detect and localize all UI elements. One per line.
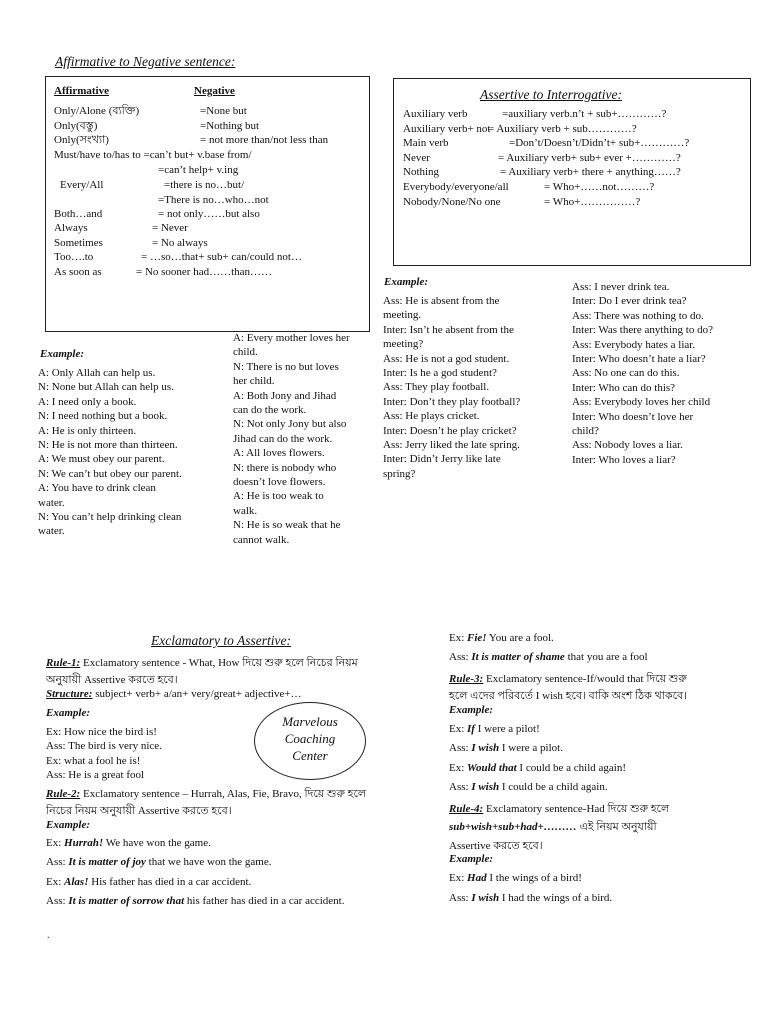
- example-prefix: Ex:: [449, 632, 468, 644]
- oval-line-2: Coaching: [284, 731, 336, 746]
- ass-int-title: Assertive to Interrogative:: [480, 87, 622, 102]
- aff-example-line: A: We must obey our parent.: [38, 453, 165, 466]
- aff-example-line: N: Not only Jony but also: [233, 418, 347, 431]
- int-example-line: Ass: I never drink tea.: [572, 281, 670, 293]
- aff-example-line: water.: [38, 496, 65, 509]
- aff-row-affirmative: Only(সংখ্যা): [54, 134, 109, 146]
- aff-example-line: A: You have to drink clean: [38, 482, 156, 495]
- rule3-text2: হলে এদের পরিবর্তে I wish হবে। বাকি অংশ ঠিক থাকবে।: [449, 690, 688, 702]
- excl-example-label-4: Example:: [449, 853, 493, 865]
- aff-row-negative: = Never: [152, 222, 188, 234]
- int-row-left: Nobody/None/No one: [403, 195, 501, 208]
- aff-example-line: Jihad can do the work.: [233, 432, 333, 445]
- int-example-line: spring?: [383, 467, 416, 480]
- int-row-right: =auxiliary verb.n’t + sub+…………?: [502, 108, 667, 120]
- rule1-label: Rule-1:: [46, 657, 81, 669]
- int-example-line: Inter: Who can do this?: [572, 381, 676, 394]
- excl-example-label-2: Example:: [46, 819, 90, 831]
- int-example-line: Ass: Nobody loves a liar.: [572, 439, 683, 452]
- excl-example-line: [46, 837, 211, 849]
- excl-example-line: [449, 723, 540, 735]
- aff-row-affirmative: Only(বস্তু): [54, 120, 98, 132]
- aff-row-affirmative: Every/All: [60, 179, 104, 191]
- excl-example-line: [449, 742, 563, 754]
- int-example-line: child?: [572, 425, 599, 438]
- int-row-left: Auxiliary verb: [403, 108, 468, 120]
- example-prefix: Ass:: [46, 895, 69, 907]
- aff-row-affirmative: Both…and: [54, 208, 103, 220]
- int-example-line: Ass: He is absent from the: [383, 295, 500, 307]
- aff-example-line: child.: [233, 346, 258, 359]
- int-example-line: Inter: Who doesn’t hate a liar?: [572, 353, 706, 366]
- marvelous-coaching-oval: [254, 702, 366, 780]
- example-prefix: Ass:: [449, 742, 472, 754]
- example-prefix: Ex:: [449, 762, 468, 774]
- aff-neg-title: Affirmative to Negative sentence:: [55, 54, 236, 69]
- aff-example-line: her child.: [233, 375, 275, 388]
- example-keyword: It is matter of joy: [68, 856, 146, 868]
- aff-examples-right: [233, 331, 378, 547]
- int-example-line: Inter: Was there anything to do?: [572, 324, 713, 337]
- rule4-formula: sub+wish+sub+had+………: [449, 821, 577, 833]
- int-example-line: Inter: Doesn’t he play cricket?: [383, 424, 517, 437]
- example-keyword: Hurrah!: [64, 837, 104, 849]
- rule2-text: Exclamatory sentence – Hurrah, Alas, Fie, Bravo, দিয়ে শুরু হলে: [80, 788, 367, 800]
- structure-line: [46, 688, 302, 700]
- int-example-line: Ass: There was nothing to do.: [572, 309, 704, 322]
- excl-example-line: [449, 632, 554, 644]
- excl-example-line: Ex: How nice the bird is!: [46, 726, 157, 738]
- aff-example-line: can do the work.: [233, 404, 307, 417]
- rule4-text3: Assertive করতে হবে।: [449, 840, 543, 852]
- aff-example-line: N: He is so weak that he: [233, 519, 341, 532]
- example-keyword: Fie!: [467, 632, 487, 644]
- int-row-right: = Auxiliary verb+ sub+ ever +…………?: [498, 151, 681, 164]
- int-example-line: Inter: Didn’t Jerry like late: [383, 453, 501, 466]
- aff-example-line: doesn’t love flowers.: [233, 476, 326, 489]
- int-example-label: Example:: [384, 276, 428, 288]
- aff-example-line: N: there is nobody who: [233, 461, 337, 474]
- example-rest: His father has died in a car accident.: [88, 876, 252, 888]
- aff-example-line: walk.: [233, 504, 258, 517]
- rule1-text: Exclamatory sentence - What, How দিয়ে শুরু হলে নিচের নিয়ম: [80, 657, 358, 669]
- aff-row-affirmative: Only/Alone (ব্যক্তি): [54, 105, 140, 117]
- excl-example-line: [449, 892, 612, 904]
- aff-example-label: Example:: [40, 348, 84, 360]
- int-example-line: Ass: Everybody hates a liar.: [572, 338, 696, 351]
- int-row-left: Nothing: [403, 166, 440, 179]
- aff-example-line: A: Every mother loves her: [233, 332, 350, 344]
- excl-example-line: Ex: what a fool he is!: [46, 754, 141, 767]
- int-example-line: Inter: Don’t they play football?: [383, 395, 521, 408]
- aff-row-negative: =There is no…who…not: [158, 194, 269, 206]
- example-keyword: Had: [467, 872, 487, 884]
- rule3-text: Exclamatory sentence-If/would that দিয়ে শুরু: [483, 673, 687, 685]
- aff-example-line: N: None but Allah can help us.: [38, 381, 174, 394]
- col-affirmative: Affirmative: [54, 85, 109, 97]
- rule4-label: Rule-4:: [449, 803, 484, 815]
- int-example-line: Inter: Who loves a liar?: [572, 453, 676, 466]
- excl-example-line: [449, 781, 608, 793]
- aff-row-negative: = No always: [152, 237, 208, 249]
- int-row-right: = Auxiliary verb + sub…………?: [488, 122, 637, 135]
- int-example-line: Inter: Do I ever drink tea?: [572, 295, 687, 308]
- aff-row-negative: = not more than/not less than: [200, 134, 329, 146]
- example-keyword: If: [467, 723, 475, 735]
- aff-examples-left: [38, 366, 223, 539]
- example-rest: You are a fool.: [486, 632, 554, 644]
- example-prefix: Ass:: [449, 651, 472, 663]
- int-example-line: Ass: Everybody loves her child: [572, 396, 711, 409]
- int-example-line: Ass: They play football.: [383, 381, 490, 394]
- rule4-formula-line: [449, 818, 657, 837]
- aff-row-negative: =can’t help+ v.ing: [158, 164, 239, 176]
- aff-row-negative: =Nothing but: [200, 120, 260, 132]
- example-rest: I could be a child again!: [516, 762, 627, 774]
- excl-title: Exclamatory to Assertive:: [151, 633, 291, 648]
- rule4-text: Exclamatory sentence-Had দিয়ে শুরু হলে: [483, 803, 670, 815]
- aff-row-affirmative: Sometimes: [54, 237, 103, 249]
- int-row-right: =Don’t/Doesn’t/Didn’t+ sub+…………?: [509, 137, 690, 150]
- aff-row-negative: = No sooner had……than……: [136, 266, 273, 278]
- rule2-label: Rule-2:: [46, 788, 81, 800]
- aff-example-line: N: You can’t help drinking clean: [38, 511, 182, 524]
- example-rest: I were a pilot.: [499, 742, 563, 754]
- example-prefix: Ex:: [46, 837, 65, 849]
- rule4-line: [449, 800, 669, 819]
- aff-example-line: N: I need nothing but a book.: [38, 410, 168, 423]
- structure-text: subject+ verb+ a/an+ very/great+ adjective+…: [92, 688, 302, 700]
- example-rest: I had the wings of a bird.: [499, 892, 613, 904]
- aff-example-line: A: Both Jony and Jihad: [233, 389, 337, 402]
- example-rest: I could be a child again.: [499, 781, 608, 793]
- aff-neg-box: [45, 76, 370, 332]
- aff-row-affirmative: As soon as: [54, 266, 102, 278]
- example-keyword: It is matter of sorrow that: [68, 895, 185, 907]
- aff-row-affirmative: Must/have to/has to =can’t but+ v.base from/: [54, 149, 252, 161]
- int-example-line: meeting?: [383, 338, 424, 351]
- excl-examples-1: [46, 725, 162, 783]
- int-example-line: Ass: He is not a god student.: [383, 352, 510, 365]
- excl-example-line: [449, 872, 582, 884]
- rule2-text2: নিচের নিয়ম অনুযায়ী Assertive করতে হবে।: [46, 805, 232, 817]
- int-example-line: Ass: Jerry liked the late spring.: [383, 439, 520, 452]
- int-row-left: Never: [403, 151, 430, 164]
- aff-row-negative: =None but: [200, 105, 247, 117]
- example-rest: his father has died in a car accident.: [184, 895, 345, 907]
- excl-example-label-1: Example:: [46, 707, 90, 719]
- excl-example-line: [46, 895, 344, 907]
- int-example-line: Ass: No one can do this.: [572, 367, 680, 380]
- int-example-line: Inter: Who doesn’t love her: [572, 410, 694, 423]
- excl-example-label-3: Example:: [449, 704, 493, 716]
- example-keyword: Alas!: [64, 876, 89, 888]
- example-keyword: It is matter of shame: [471, 651, 565, 663]
- example-prefix: Ex:: [449, 723, 468, 735]
- example-prefix: Ass:: [449, 892, 472, 904]
- int-examples-right: [572, 280, 752, 467]
- aff-row-negative: = not only……but also: [158, 208, 260, 220]
- aff-example-line: A: I need only a book.: [38, 395, 137, 408]
- example-prefix: Ex:: [449, 872, 468, 884]
- excl-example-line: [449, 762, 626, 774]
- int-row-left: Auxiliary verb+ not: [403, 122, 491, 135]
- excl-example-line: [46, 856, 271, 868]
- col-negative: Negative: [194, 85, 235, 97]
- oval-line-3: Center: [292, 748, 328, 763]
- oval-line-1: Marvelous: [282, 714, 338, 729]
- example-rest: that we have won the game.: [145, 856, 272, 868]
- example-keyword: Would that: [467, 762, 517, 774]
- example-keyword: I wish: [471, 742, 500, 754]
- aff-row-negative: = …so…that+ sub+ can/could not…: [141, 251, 302, 263]
- aff-example-line: N: We can’t but obey our parent.: [38, 467, 182, 480]
- aff-example-line: cannot walk.: [233, 533, 290, 546]
- example-keyword: I wish: [471, 892, 500, 904]
- example-rest: We have won the game.: [103, 837, 211, 849]
- example-prefix: Ex:: [46, 876, 65, 888]
- excl-example-line: Ass: He is a great fool: [46, 769, 145, 782]
- aff-row-affirmative: Always: [54, 222, 88, 234]
- aff-row-affirmative: Too….to: [54, 251, 94, 263]
- example-prefix: Ass:: [449, 781, 472, 793]
- aff-example-line: A: He is too weak to: [233, 490, 324, 503]
- example-rest: I were a pilot!: [474, 723, 540, 735]
- example-prefix: Ass:: [46, 856, 69, 868]
- structure-label: Structure:: [46, 688, 93, 700]
- rule1-text2: অনুযায়ী Assertive করতে হবে।: [46, 674, 178, 686]
- aff-example-line: N: He is not more than thirteen.: [38, 439, 178, 452]
- int-row-right: = Who+……………?: [544, 195, 641, 208]
- aff-example-line: A: Only Allah can help us.: [38, 367, 156, 379]
- rule3-label: Rule-3:: [449, 673, 484, 685]
- int-example-line: Inter: Isn’t he absent from the: [383, 323, 514, 336]
- rule4-text2: এই নিয়ম অনুযায়ী: [576, 821, 657, 833]
- aff-example-line: N: There is no but loves: [233, 360, 339, 373]
- footer-dot: .: [47, 930, 50, 941]
- int-row-left: Main verb: [403, 137, 449, 150]
- aff-example-line: A: He is only thirteen.: [38, 424, 137, 437]
- aff-example-line: A: All loves flowers.: [233, 447, 325, 460]
- int-example-line: meeting.: [383, 309, 422, 322]
- ass-int-box: [393, 78, 751, 266]
- example-keyword: I wish: [471, 781, 500, 793]
- int-row-right: = Who+……not………?: [544, 181, 655, 193]
- example-rest: that you are a fool: [564, 651, 648, 663]
- aff-row-negative: =there is no…but/: [164, 179, 245, 191]
- aff-example-line: water.: [38, 525, 65, 538]
- int-row-right: = Auxiliary verb+ there + anything……?: [500, 166, 681, 179]
- int-example-line: Ass: He plays cricket.: [383, 410, 480, 423]
- int-examples-left: [383, 294, 563, 481]
- excl-example-line: [46, 876, 251, 888]
- excl-example-line: [449, 651, 648, 663]
- int-example-line: Inter: Is he a god student?: [383, 367, 497, 380]
- example-rest: I the wings of a bird!: [486, 872, 582, 884]
- int-row-left: Everybody/everyone/all: [403, 181, 509, 193]
- excl-example-line: Ass: The bird is very nice.: [46, 740, 162, 753]
